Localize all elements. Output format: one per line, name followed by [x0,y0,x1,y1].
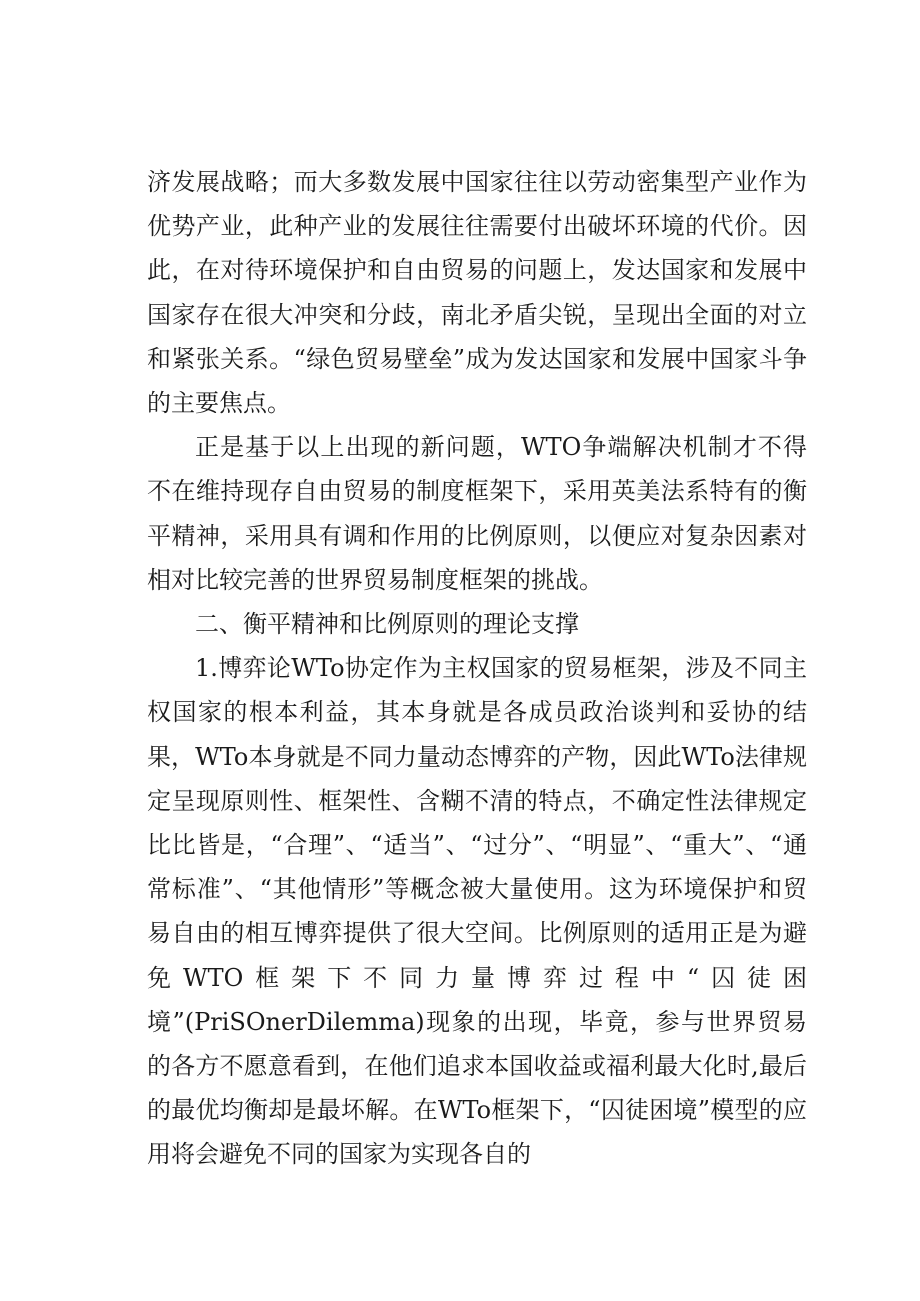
document-body [147,160,807,1177]
paragraph-continuation: 济发展战略；而大多数发展中国家往往以劳动密集型产业作为优势产业，此种产业的发展往往需要付出破坏环境的代价。因此，在对待环境保护和自由贸易的问题上，发达国家和发展中国家存在很大冲突和分歧，南北矛盾尖锐，呈现出全面的对立和紧张关系。“绿色贸易壁垒”成为发达国家和发展中国家斗争的主要焦点。 [147,168,807,418]
paragraph-game-theory: 1.博弈论WTo协定作为主权国家的贸易框架，涉及不同主权国家的根本利益，其本身就是各成员政治谈判和妥协的结果，WTo本身就是不同力量动态博弈的产物，因此WTo法律规定呈现原则性、框架性、含糊不清的特点，不确定性法律规定比比皆是，“合理”、“适当”、“过分”、“明显”、“重大”、“通常标准”、“其他情形”等概念被大量使用。这为环境保护和贸易自由的相互博弈提供了很大空间。比例原则的适用正是为避免WTO框架下不同力量博弈过程中“囚徒困境”(PriSOnerDilemma)现象的出现，毕竟，参与世界贸易的各方不愿意看到，在他们追求本国收益或福利最大化时,最后的最优均衡却是最坏解。在WTo框架下，“囚徒困境”模型的应用将会避免不同的国家为实现各自的 [147,654,807,1169]
paragraph-wto-dispute: 正是基于以上出现的新问题，WTO争端解决机制才不得不在维持现存自由贸易的制度框架下，采用英美法系特有的衡平精神，采用具有调和作用的比例原则，以便应对复杂因素对相对比较完善的世界贸易制度框架的挑战。 [147,433,807,594]
section-heading: 二、衡平精神和比例原则的理论支撑 [195,610,579,639]
